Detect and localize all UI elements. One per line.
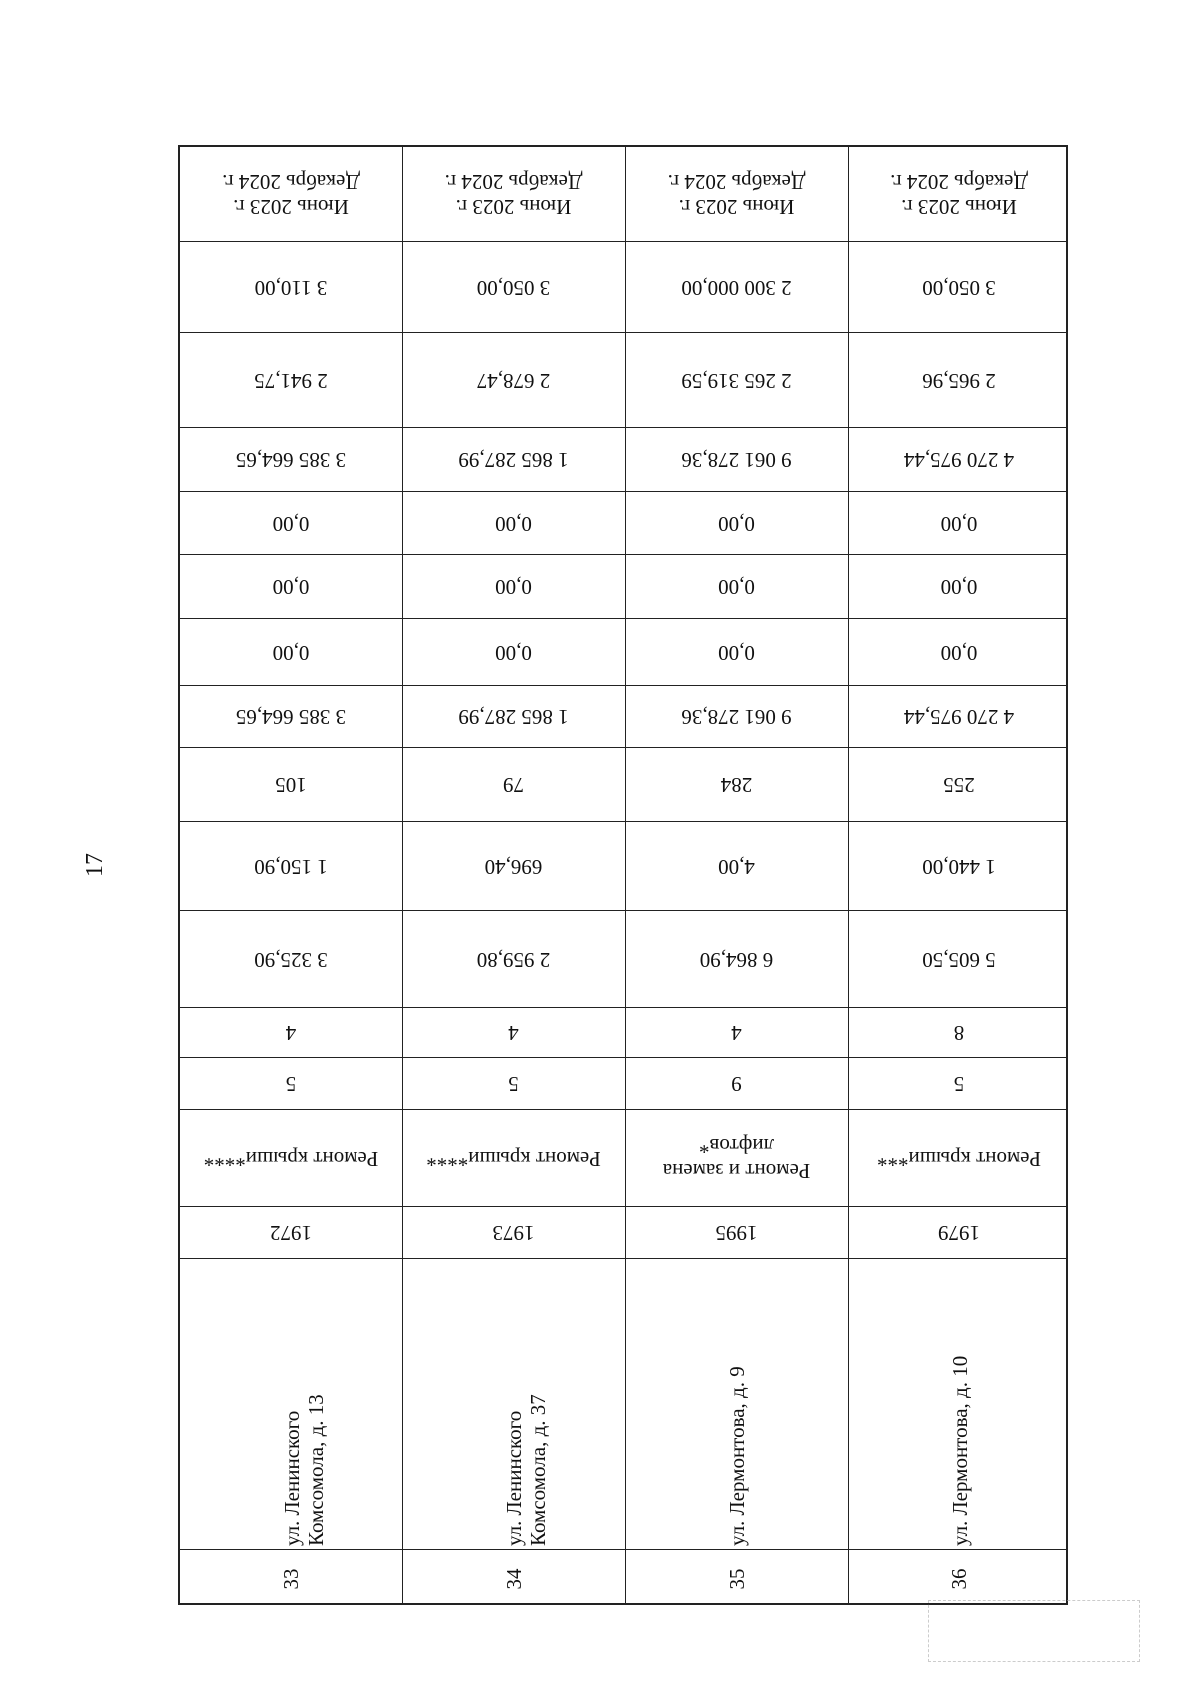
address-line: ул. Лермонтова, д. 9	[725, 1366, 749, 1546]
period-line: Июнь 2023 г.	[678, 194, 795, 219]
limit-value: 2 300 000,00	[681, 275, 792, 300]
cell-cost2	[625, 428, 848, 492]
area-value: 2 959,80	[476, 947, 551, 972]
cell-address	[948, 1356, 972, 1546]
c4-value: 4	[285, 1021, 297, 1046]
cell-area	[402, 911, 625, 1008]
cell-area2	[625, 822, 848, 911]
year-value: 1995	[715, 1221, 758, 1246]
cell-z1	[848, 619, 1070, 686]
area-value: 3 325,90	[254, 947, 328, 972]
limit-value: 3 050,00	[922, 275, 996, 300]
year-value: 1972	[270, 1221, 312, 1246]
z2-value: 0,00	[272, 575, 310, 600]
cell-area2	[180, 822, 402, 911]
address-line: ул. Лермонтова, д. 10	[948, 1355, 972, 1546]
cell-c5	[625, 1058, 848, 1110]
cell-year	[402, 1207, 625, 1259]
cell-period	[402, 147, 625, 242]
c5-value: 9	[731, 1072, 742, 1097]
cell-year	[180, 1207, 402, 1259]
cell-unit-cost	[180, 333, 402, 428]
cell-total-cost	[402, 686, 625, 748]
area-value: 6 864,90	[699, 947, 774, 972]
cell-c5	[402, 1058, 625, 1110]
cell-c4	[402, 1008, 625, 1058]
c5-value: 5	[953, 1072, 965, 1097]
cell-cost2	[180, 428, 402, 492]
work-line: Ремонт и замена	[662, 1158, 811, 1183]
z3-value: 0,00	[495, 511, 532, 536]
cell-unit-cost	[402, 333, 625, 428]
cell-area	[848, 911, 1070, 1008]
unit_cost-value: 2 678,47	[476, 368, 551, 393]
limit-value: 3 050,00	[476, 275, 551, 300]
cell-period	[625, 147, 848, 242]
work-line: Ремонт крыши****	[426, 1146, 601, 1171]
cell-c4	[180, 1008, 402, 1058]
page-number: 17	[81, 853, 108, 877]
area2-value: 1 440,00	[922, 854, 996, 879]
cell-residents	[848, 748, 1070, 822]
area-value: 5 605,50	[922, 947, 996, 972]
cell-period	[180, 147, 402, 242]
cell-z2	[625, 555, 848, 619]
cell-area2	[848, 822, 1070, 911]
period-line: Июнь 2023 г.	[455, 194, 572, 219]
work-line: лифтов*	[698, 1134, 775, 1159]
unit_cost-value: 2 941,75	[254, 368, 328, 393]
cell-residents	[180, 748, 402, 822]
cost2-value: 4 270 975,44	[903, 448, 1015, 473]
cell-z3	[180, 492, 402, 555]
cell-c4	[625, 1008, 848, 1058]
area2-value: 1 150,90	[254, 854, 328, 879]
z2-value: 0,00	[718, 575, 755, 600]
cell-z1	[402, 619, 625, 686]
residents-value: 255	[943, 773, 975, 798]
period-line: Июнь 2023 г.	[233, 194, 349, 219]
area2-value: 696,40	[484, 854, 543, 879]
c5-value: 5	[285, 1072, 297, 1097]
cell-total-cost	[180, 686, 402, 748]
cell-period	[848, 147, 1070, 242]
cell-year	[848, 1207, 1070, 1259]
cell-number: 33	[278, 1568, 303, 1589]
unit_cost-value: 2 965,96	[922, 368, 996, 393]
c5-value: 5	[508, 1072, 519, 1097]
work-line: Ремонт крыши***	[877, 1146, 1041, 1171]
cell-z3	[848, 492, 1070, 555]
z3-value: 0,00	[940, 511, 978, 536]
cell-unit-cost	[625, 333, 848, 428]
cell-limit	[848, 242, 1070, 333]
residents-value: 79	[503, 773, 524, 798]
cell-z2	[180, 555, 402, 619]
cell-c5	[848, 1058, 1070, 1110]
cell-number: 34	[501, 1568, 525, 1589]
cell-residents	[402, 748, 625, 822]
limit-value: 3 110,00	[254, 275, 328, 300]
period-line: Декабрь 2024 г.	[667, 170, 806, 195]
cell-z3	[402, 492, 625, 555]
cell-limit	[625, 242, 848, 333]
c4-value: 4	[731, 1021, 742, 1046]
year-value: 1973	[492, 1221, 535, 1246]
cost2-value: 1 865 287,99	[458, 448, 569, 473]
cell-address	[725, 1366, 749, 1546]
address-line: ул. Ленинского	[502, 1410, 526, 1546]
cell-work	[625, 1110, 848, 1207]
cell-c4	[848, 1008, 1070, 1058]
year-value: 1979	[938, 1221, 980, 1246]
cell-limit	[180, 242, 402, 333]
cell-area	[625, 911, 848, 1008]
cell-c5	[180, 1058, 402, 1110]
residents-value: 284	[720, 773, 753, 798]
cell-cost2	[848, 428, 1070, 492]
period-line: Декабрь 2024 г.	[890, 170, 1028, 195]
cell-year	[625, 1207, 848, 1259]
total_cost-value: 1 865 287,99	[458, 705, 569, 730]
residents-value: 105	[275, 773, 307, 798]
z3-value: 0,00	[718, 511, 755, 536]
address-line: ул. Ленинского	[280, 1410, 304, 1546]
cell-number: 35	[724, 1568, 748, 1589]
stamp	[928, 1600, 1140, 1662]
period-line: Июнь 2023 г.	[901, 194, 1017, 219]
period-line: Декабрь 2024 г.	[222, 170, 360, 195]
cell-total-cost	[848, 686, 1070, 748]
cell-area	[180, 911, 402, 1008]
cell-z3	[625, 492, 848, 555]
cell-z2	[402, 555, 625, 619]
cell-residents	[625, 748, 848, 822]
cell-cost2	[402, 428, 625, 492]
z1-value: 0,00	[940, 640, 978, 665]
cell-address	[280, 1394, 328, 1546]
cell-z1	[180, 619, 402, 686]
cell-work	[402, 1110, 625, 1207]
cell-unit-cost	[848, 333, 1070, 428]
cell-area2	[402, 822, 625, 911]
address-line: Комсомола, д. 13	[304, 1394, 329, 1546]
z1-value: 0,00	[718, 640, 755, 665]
area2-value: 4,00	[718, 854, 755, 879]
z1-value: 0,00	[272, 640, 310, 665]
data-table	[178, 145, 1068, 1605]
z1-value: 0,00	[495, 640, 532, 665]
address-line: Комсомола, д. 37	[526, 1394, 551, 1546]
z2-value: 0,00	[940, 575, 978, 600]
period-line: Декабрь 2024 г.	[444, 170, 583, 195]
unit_cost-value: 2 265 319,59	[681, 368, 792, 393]
cell-address	[502, 1394, 550, 1546]
cell-z2	[848, 555, 1070, 619]
total_cost-value: 3 385 664,65	[235, 705, 347, 730]
cell-number: 36	[946, 1568, 971, 1589]
z2-value: 0,00	[495, 575, 532, 600]
cell-z1	[625, 619, 848, 686]
c4-value: 8	[953, 1021, 965, 1046]
work-line: Ремонт крыши****	[203, 1146, 379, 1171]
c4-value: 4	[508, 1021, 519, 1046]
cell-work	[848, 1110, 1070, 1207]
total_cost-value: 4 270 975,44	[903, 705, 1015, 730]
cost2-value: 9 061 278,36	[681, 448, 792, 473]
total_cost-value: 9 061 278,36	[681, 705, 792, 730]
cell-limit	[402, 242, 625, 333]
cell-total-cost	[625, 686, 848, 748]
cell-work	[180, 1110, 402, 1207]
cost2-value: 3 385 664,65	[235, 448, 347, 473]
z3-value: 0,00	[272, 511, 310, 536]
